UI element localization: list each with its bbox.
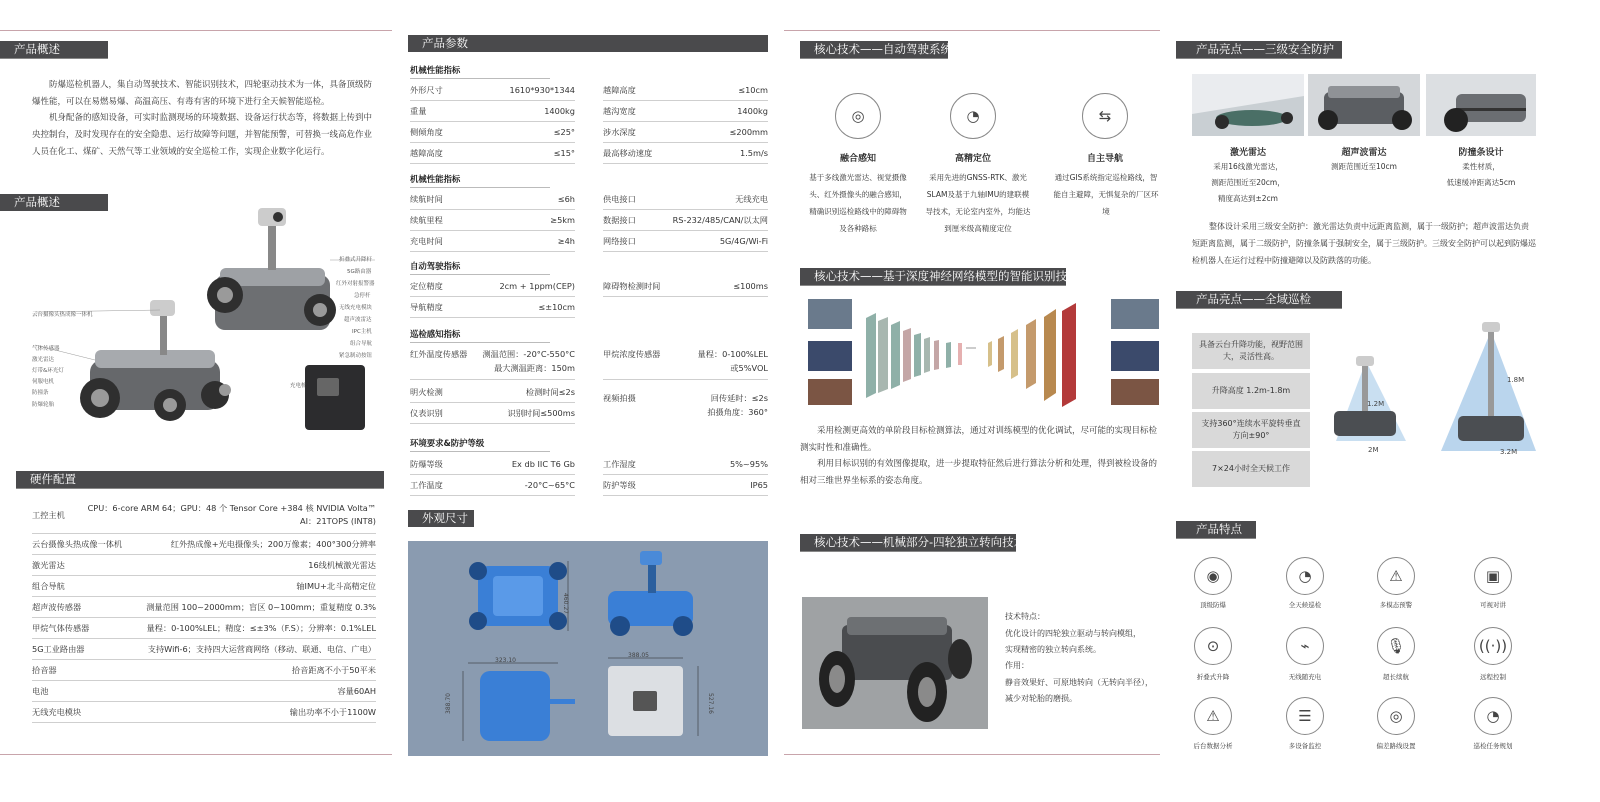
auto-left-1: 导航精度 ≤±10cm bbox=[410, 297, 575, 318]
safety-desc-0-0: 采用16线激光雷达， bbox=[1213, 162, 1283, 171]
intercom-icon: ▣ bbox=[1474, 557, 1512, 595]
dnn-title: 核心技术——基于深度神经网络模型的智能识别技术 bbox=[800, 268, 1066, 285]
dim-title: 外观尺寸 bbox=[408, 510, 474, 527]
panel-overview: 产品概述 防爆巡检机器人，集自动驾驶技术、智能识别技术，四轮驱动技术为一体，具备顶级防爆性能，可以在易燃易爆、高温高压、有毒有害的环境下进行全天候智能巡检。 机身配备的感知设备，可实时监测现场的环境数据、设备运行状态等，将数据上传到中央控制台，及时发现存在的安全隐患、运行故障等问题，并智能预警，可替换一线高危作业人员在化工、煤矿、天然气等工业领域的安全巡检工作，实现企业数字化运行。 产品概述 折叠式升降杆 5G路由器 红外对射报警器 急停杆 无线充电模块 超声波雷达 IPC主机 组合导航 紧急制动按钮 云台摄像头热成像一体机 气体传感器 激光雷达 灯带&环光灯 伺服电机 防撞条 防爆轮胎 充电桩 硬件配置 工控主机 CPU：6-core ARM 64；GPU：48 个 Tensor Core +384 核 NVIDIA Volta™ AI：21TOPS (INT8) 云台摄像头热成像一体机 红外热成像+光电摄像头；200万像素；400°300分辨率 激光雷达 16线机械激光雷达 组合导航 轴IMU+北斗高精定位 超声波传感器 测量范围 100~2000mm；盲区 0~100mm；重复精度 0.3% 甲烷气体传感器 量程：0-100%LEL；精度：≤±3%（F.S）；分辨率：0.1%LEL 5G工业路由器 支持Wifi-6；支持四大运营商网络（移动、联通、电信、广电） 拾音器 拾音距离不小于50平米 电池 容量60AH 无线充电模块 输出功率不小于1100W bbox=[0, 0, 392, 802]
feature-label-5: 无线随充电 bbox=[1288, 673, 1322, 681]
patrol-label-0: 1.2M bbox=[1367, 400, 1385, 408]
energy-left-0: 续航时间 ≤6h bbox=[410, 189, 575, 210]
chassis-photo bbox=[802, 597, 988, 729]
tech-title-1: 高精定位 bbox=[954, 154, 991, 164]
energy-right-0: 供电接口 无线充电 bbox=[603, 189, 768, 210]
dnn-diagram bbox=[806, 293, 1162, 413]
mech-left-0: 外形尺寸 1610*930*1344 bbox=[410, 80, 575, 101]
energy-title: 机械性能指标 bbox=[410, 174, 461, 184]
feature-label-7: 远程控制 bbox=[1480, 673, 1506, 681]
env-left-0: 防爆等级 Ex db IIC T6 Gb bbox=[410, 454, 575, 475]
mech-left-2: 侧倾角度 ≤25° bbox=[410, 122, 575, 143]
patrol-label-3: 3.2M bbox=[1500, 448, 1518, 456]
features-title: 产品特点 bbox=[1176, 521, 1256, 538]
panel-highlights bbox=[1192, 0, 1600, 802]
safety-title-2: 防撞条设计 bbox=[1458, 148, 1504, 158]
patrol-box-0: 具备云台升降功能，视野范围大，灵活性高。 bbox=[1192, 333, 1310, 369]
feature-label-6: 超长续航 bbox=[1383, 673, 1409, 681]
steering-wheel-icon: ◎ bbox=[835, 93, 881, 139]
hardware-row-1: 云台摄像头热成像一体机 红外热成像+光电摄像头；200万像素；400°300分辨率 bbox=[32, 534, 376, 555]
energy-right-1: 数据接口 RS-232/485/CAN/以太网 bbox=[603, 210, 768, 231]
hardware-row-7: 拾音器 拾音距离不小于50平米 bbox=[32, 660, 376, 681]
patrol-box-1: 升降高度 1.2m-1.8m bbox=[1192, 373, 1310, 409]
lidar-photo bbox=[1192, 74, 1304, 136]
env-title: 环境要求&防护等级 bbox=[410, 438, 485, 448]
tech-desc-2: 通过GIS系统指定巡检路线，智能自主避障，无惧复杂的厂区环境 bbox=[1053, 173, 1159, 216]
safety-title: 产品亮点——三级安全防护 bbox=[1176, 41, 1342, 58]
microphone-icon: 🎙 bbox=[1377, 627, 1415, 665]
safety-desc-2-0: 柔性材质， bbox=[1462, 162, 1500, 171]
env-right-0: 工作湿度 5%~95% bbox=[603, 454, 768, 475]
dim-label-4: 460.27 bbox=[562, 593, 569, 614]
patrol-range-illustration bbox=[1326, 316, 1541, 462]
hardware-row-5: 甲烷气体传感器 量程：0-100%LEL；精度：≤±3%（F.S）；分辨率：0.1%LEL bbox=[32, 618, 376, 639]
feature-label-11: 巡检任务规划 bbox=[1473, 742, 1513, 750]
sense-right-1: 视频拍摄 回传延时：≤2s 拍摄角度：360° bbox=[603, 393, 768, 417]
wheel-text-1: 优化设计的四轮独立驱动与转向模组， bbox=[1005, 629, 1141, 638]
overview-underline bbox=[0, 58, 108, 59]
sense-left-2: 仪表识别 识别时间≤500ms bbox=[410, 403, 575, 424]
safety-desc-2-1: 低速缓冲距离达5cm bbox=[1446, 178, 1516, 187]
params-title: 产品参数 bbox=[408, 35, 768, 52]
robot-illustration bbox=[20, 200, 390, 440]
weather-patrol-icon: ◔ bbox=[1286, 557, 1324, 595]
hardware-row-9: 无线充电模块 输出功率不小于1100W bbox=[32, 702, 376, 723]
hardware-row-3: 组合导航 轴IMU+北斗高精定位 bbox=[32, 576, 376, 597]
patrol-label-2: 1.8M bbox=[1507, 376, 1525, 384]
safety-paragraph: 整体设计采用三级安全防护：激光雷达负责中远距离监测，属于一级防护；超声波雷达负责短距离监测，属于二级防护，防撞条属于强制安全，属于三级防护。三级安全防护可以起到防爆巡检机器人在运行过程中防撞避障以及防跌落的功能。 bbox=[1192, 222, 1536, 265]
dim-label-0: 323.10 bbox=[495, 657, 516, 664]
task-planning-icon: ◔ bbox=[1474, 697, 1512, 735]
overview-paragraph-1: 防爆巡检机器人，集自动驾驶技术、智能识别技术，四轮驱动技术为一体，具备顶级防爆性能，可以在易燃易爆、高温高压、有毒有害的环境下进行全天候智能巡检。 bbox=[32, 80, 373, 107]
dimension-blueprint bbox=[408, 541, 768, 756]
mech-left-1: 重量 1400kg bbox=[410, 101, 575, 122]
patrol-title: 产品亮点——全域巡检 bbox=[1176, 291, 1342, 308]
dnn-paragraph-2: 利用目标识别的有效图像提取，进一步提取特征然后进行算法分析和处理，得到被检设备的相对三维世界坐标系的姿态角度。 bbox=[800, 459, 1158, 486]
wheel-text-5: 减少对轮胎的磨损。 bbox=[1005, 694, 1077, 703]
dim-label-2: 527.16 bbox=[707, 693, 714, 714]
top-accent-line bbox=[0, 30, 392, 31]
safety-title-1: 超声波雷达 bbox=[1341, 148, 1387, 158]
speedometer-icon: ◔ bbox=[950, 93, 996, 139]
alarm-icon: ⚠ bbox=[1377, 557, 1415, 595]
wheel-text-2: 实现精密的独立转向系统。 bbox=[1005, 645, 1101, 654]
feature-label-10: 偏差路线设置 bbox=[1376, 742, 1416, 750]
overview-title: 产品概述 bbox=[0, 41, 108, 58]
remote-control-icon: ((·)) bbox=[1474, 627, 1512, 665]
env-left-1: 工作温度 -20°C~65°C bbox=[410, 475, 575, 496]
feature-label-4: 折叠式升降 bbox=[1196, 673, 1230, 681]
feature-label-1: 全天候巡检 bbox=[1288, 601, 1322, 609]
mech-right-3: 最高移动速度 1.5m/s bbox=[603, 143, 768, 164]
safety-desc-0-1: 测距范围近至20cm， bbox=[1211, 178, 1285, 187]
tech-title-2: 自主导航 bbox=[1086, 154, 1123, 164]
patrol-box-2: 支持360°连续水平旋转垂直方向±90° bbox=[1192, 412, 1310, 448]
hardware-title: 硬件配置 bbox=[16, 471, 384, 488]
env-right-1: 防护等级 IP65 bbox=[603, 475, 768, 496]
feature-label-0: 顶级防爆 bbox=[1200, 601, 1226, 609]
feature-label-3: 可视对讲 bbox=[1480, 601, 1506, 609]
panel-params bbox=[400, 0, 792, 802]
sense-title: 巡检感知指标 bbox=[410, 329, 461, 339]
hardware-row-8: 电池 容量60AH bbox=[32, 681, 376, 702]
wheel-text-0: 技术特点： bbox=[1005, 612, 1045, 621]
multi-monitor-icon: ☰ bbox=[1286, 697, 1324, 735]
dnn-paragraph-1: 采用检测更高效的单阶段目标检测算法，通过对训练模型的优化调试，尽可能的实现目标检测实时性和准确性。 bbox=[800, 426, 1158, 453]
mech-right-1: 越沟宽度 1400kg bbox=[603, 101, 768, 122]
auto-right-0: 障碍物检测时间 ≤100ms bbox=[603, 276, 768, 297]
patrol-box-3: 7×24小时全天候工作 bbox=[1192, 451, 1310, 487]
sense-left-0: 红外温度传感器 测温范围：-20°C-550°C 最大测温距离：150m bbox=[410, 344, 575, 380]
bumper-photo bbox=[1426, 74, 1536, 136]
auto-title: 自动驾驶指标 bbox=[410, 261, 461, 271]
panel-core-tech bbox=[800, 0, 1192, 802]
overview2-title: 产品概述 bbox=[0, 194, 108, 211]
data-analysis-icon: ⚠ bbox=[1194, 697, 1232, 735]
wheel-title: 核心技术——机械部分-四轮独立转向技术 bbox=[800, 534, 1016, 551]
energy-right-2: 网络接口 5G/4G/Wi-Fi bbox=[603, 231, 768, 252]
explosion-proof-icon: ◉ bbox=[1194, 557, 1232, 595]
dim-label-1: 388.05 bbox=[628, 652, 649, 659]
tech-desc-1: 采用先进的GNSS-RTK、激光SLAM及基于九轴IMU的建联模导技术，无论室内室外，均能达到厘米级高精度定位 bbox=[925, 173, 1031, 233]
mech-left-3: 越障高度 ≤15° bbox=[410, 143, 575, 164]
hardware-row-4: 超声波传感器 测量范围 100~2000mm；盲区 0~100mm；重复精度 0.3% bbox=[32, 597, 376, 618]
wheel-text-4: 静音效果好、可原地转向（无转向半径）， bbox=[1005, 678, 1153, 687]
mech-right-2: 涉水深度 ≤200mm bbox=[603, 122, 768, 143]
wireless-charge-icon: ⌁ bbox=[1286, 627, 1324, 665]
mech-title: 机械性能指标 bbox=[410, 65, 461, 75]
overview-paragraph-2: 机身配备的感知设备，可实时监测现场的环境数据、设备运行状态等，将数据上传到中央控制台，及时发现存在的安全隐患、运行故障等问题，并智能预警，可替换一线高危作业人员在化工、煤矿、天然气等工业领域的安全巡检工作，实现企业数字化运行。 bbox=[32, 113, 373, 157]
sense-right-0: 甲烷浓度传感器 量程：0-100%LEL 或5%VOL bbox=[603, 344, 768, 380]
navigation-route-icon: ⇆ bbox=[1082, 93, 1128, 139]
sense-left-1: 明火检测 检测时间≤2s bbox=[410, 382, 575, 403]
auto-left-0: 定位精度 2cm + 1ppm(CEP) bbox=[410, 276, 575, 297]
energy-left-1: 续航里程 ≥5km bbox=[410, 210, 575, 231]
route-deviation-icon: ◎ bbox=[1377, 697, 1415, 735]
safety-title-0: 激光雷达 bbox=[1229, 148, 1266, 158]
patrol-label-1: 2M bbox=[1368, 446, 1379, 454]
ultrasonic-photo bbox=[1308, 74, 1420, 136]
dim-label-3: 388.70 bbox=[445, 693, 452, 714]
hardware-row-0: 工控主机 CPU：6-core ARM 64；GPU：48 个 Tensor Core +384 核 NVIDIA Volta™ AI：21TOPS (INT8) bbox=[32, 496, 376, 534]
auto-drive-title: 核心技术——自动驾驶系统 bbox=[800, 41, 948, 58]
feature-label-2: 多模态预警 bbox=[1379, 601, 1413, 609]
feature-label-9: 多设备监控 bbox=[1288, 742, 1322, 750]
tech-desc-0: 基于多线激光雷达、视觉摄像头、红外摄像头的融合感知，精确识别巡检路线中的障碍物及各种路标 bbox=[809, 173, 907, 233]
tech-title-0: 融合感知 bbox=[839, 154, 876, 164]
wheel-text-3: 作用： bbox=[1005, 661, 1029, 670]
safety-desc-0-2: 精度高达到±2cm bbox=[1218, 194, 1278, 203]
hardware-row-6: 5G工业路由器 支持Wifi-6；支持四大运营商网络（移动、联通、电信、广电） bbox=[32, 639, 376, 660]
mech-right-0: 越障高度 ≤10cm bbox=[603, 80, 768, 101]
energy-left-2: 充电时间 ≥4h bbox=[410, 231, 575, 252]
safety-desc-1-0: 测距范围近至10cm bbox=[1331, 162, 1397, 171]
hardware-row-2: 激光雷达 16线机械激光雷达 bbox=[32, 555, 376, 576]
feature-label-8: 后台数据分析 bbox=[1193, 742, 1233, 750]
lift-icon: ⊙ bbox=[1194, 627, 1232, 665]
bottom-accent-line bbox=[0, 754, 392, 755]
